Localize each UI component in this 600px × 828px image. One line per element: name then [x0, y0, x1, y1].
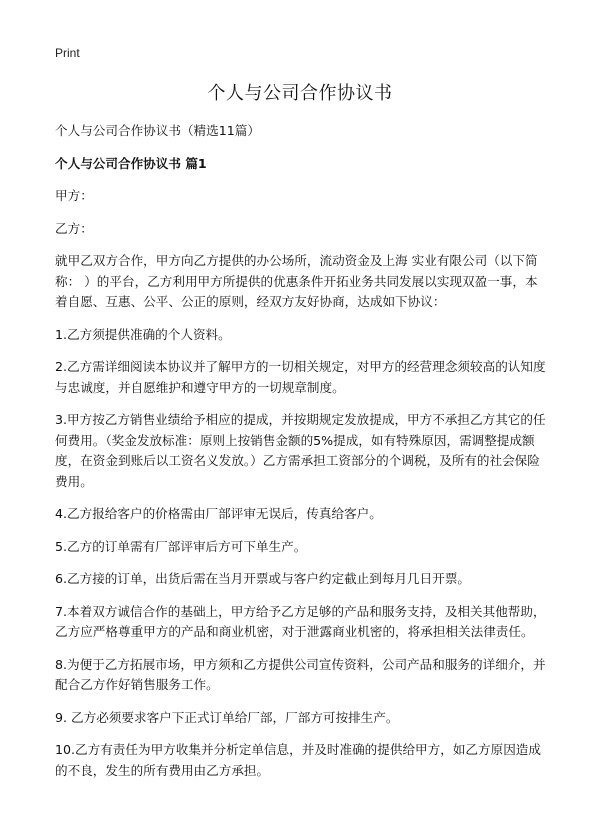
clause-9: 9. 乙方必须要求客户下正式订单给厂部，厂部方可按排生产。	[55, 709, 399, 725]
clause-4: 4.乙方报给客户的价格需由厂部评审无误后，传真给客户。	[55, 506, 382, 521]
clause-5: 5.乙方的订单需有厂部评审后方可下单生产。	[55, 538, 307, 554]
clause-8: 8.为便于乙方拓展市场，甲方须和乙方提供公司宣传资料，公司产品和服务的详细介，并配合乙方作好销售服务工作。	[55, 656, 546, 692]
print-link[interactable]: Print	[55, 46, 80, 60]
document-body	[55, 121, 550, 793]
party-a-line: 甲方：	[55, 188, 93, 203]
document-title: 个人与公司合作协议书	[207, 83, 393, 104]
clause-3: 3.甲方按乙方销售业绩给予相应的提成，并按期规定发放提成，甲方不承担乙方其它的任何费用。（奖金发放标准：原则上按销售金额的5%提成，如有特殊原因，需调整提成额度，在资金到账后以工资名义发放。）乙方需承担工资部分的个调税，及所有的社会保险费用。	[55, 412, 546, 489]
clause-6: 6.乙方接的订单，出货后需在当月开票或与客户约定截止到每月几日开票。	[55, 571, 471, 586]
clause-7: 7.本着双方诚信合作的基础上，甲方给予乙方足够的产品和服务支持，及相关其他帮助，乙方应严格尊重甲方的产品和商业机密，对于泄露商业机密的，将承担相关法律责任。	[55, 603, 546, 639]
clause-1: 1.乙方须提供准确的个人资料。	[55, 326, 231, 342]
intro-paragraph: 就甲乙双方合作，甲方向乙方提供的办公场所，流动资金及上海 实业有限公司（以下简称： ）的平台，乙方利用甲方所提供的优惠条件开拓业务共同发展以实现双盈一事，本着自愿、互惠、公平、公正的原则，经双方友好协商，达成如下协议：	[55, 253, 538, 309]
clause-10: 10.乙方有责任为甲方收集并分析定单信息，并及时准确的提供给甲方，如乙方原因造成的不良，发生的所有费用由乙方承担。	[55, 742, 541, 778]
document-subtitle: 个人与公司合作协议书（精选11篇）	[55, 123, 260, 138]
section-heading: 个人与公司合作协议书 篇1	[55, 155, 207, 171]
clause-2: 2.乙方需详细阅读本协议并了解甲方的一切相关规定，对甲方的经营理念须较高的认知度与忠诚度，并自愿维护和遵守甲方的一切规章制度。	[55, 359, 546, 395]
party-b-line: 乙方：	[55, 220, 93, 236]
